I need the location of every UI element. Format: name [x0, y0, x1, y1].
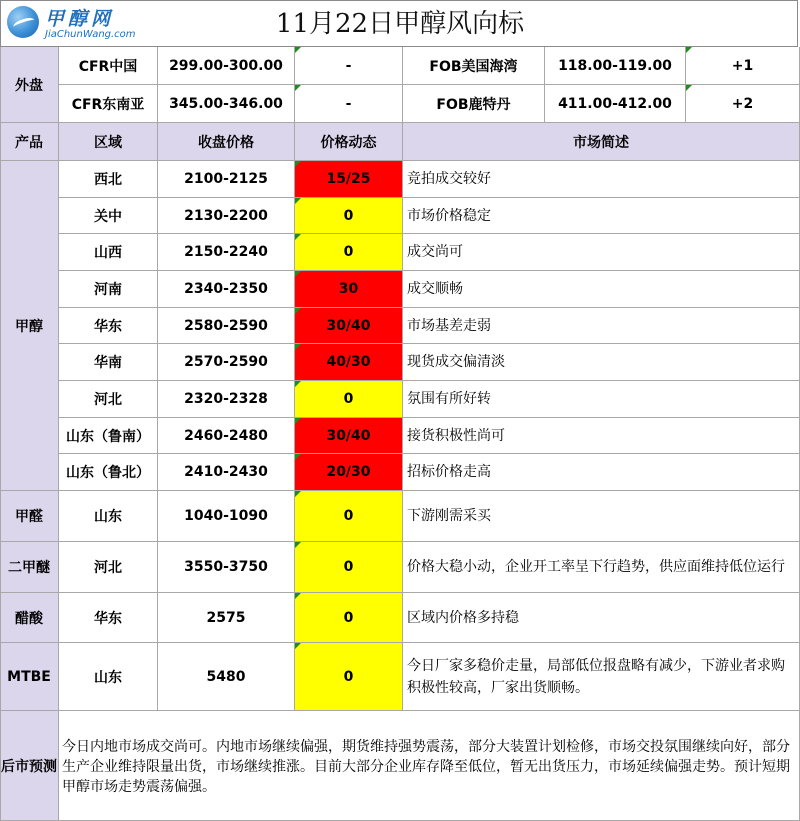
- external-change-fob-rotterdam: +2: [686, 85, 800, 123]
- methanol-close-price: 2150-2240: [158, 234, 295, 271]
- product-close-price: 3550-3750: [158, 542, 295, 593]
- methanol-price-dynamic: 0: [295, 381, 403, 418]
- product-label-methanol: 甲醇: [0, 161, 59, 491]
- methanol-market-summary: 市场价格稳定: [403, 198, 800, 234]
- methanol-market-summary: 招标价格走高: [403, 454, 800, 491]
- external-price-cfr-sea: 345.00-346.00: [158, 85, 295, 123]
- product-region: 华东: [59, 593, 158, 643]
- external-change-cfr-sea: -: [295, 85, 403, 123]
- product-close-price: 5480: [158, 643, 295, 711]
- product-market-summary: 区域内价格多持稳: [403, 593, 800, 643]
- methanol-price-dynamic: 20/30: [295, 454, 403, 491]
- product-label: 二甲醚: [0, 542, 59, 593]
- methanol-region: 华东: [59, 308, 158, 344]
- external-price-cfr-china: 299.00-300.00: [158, 47, 295, 85]
- column-header-close-price: 收盘价格: [158, 123, 295, 161]
- column-header-price-dynamic: 价格动态: [295, 123, 403, 161]
- column-header-region: 区域: [59, 123, 158, 161]
- product-label: MTBE: [0, 643, 59, 711]
- methanol-close-price: 2460-2480: [158, 418, 295, 454]
- methanol-price-dynamic: 15/25: [295, 161, 403, 198]
- product-region: 山东: [59, 643, 158, 711]
- product-label: 醋酸: [0, 593, 59, 643]
- external-name-fob-us-gulf: FOB美国海湾: [403, 47, 545, 85]
- methanol-market-summary: 现货成交偏清淡: [403, 344, 800, 381]
- logo-english-text: JiaChunWang.com: [45, 29, 136, 40]
- methanol-market-summary: 接货积极性尚可: [403, 418, 800, 454]
- methanol-region: 河南: [59, 271, 158, 308]
- methanol-market-summary: 氛围有所好转: [403, 381, 800, 418]
- product-label: 甲醛: [0, 491, 59, 542]
- methanol-region: 山东（鲁南）: [59, 418, 158, 454]
- methanol-region: 华南: [59, 344, 158, 381]
- external-name-cfr-sea: CFR东南亚: [59, 85, 158, 123]
- external-change-fob-us-gulf: +1: [686, 47, 800, 85]
- external-name-fob-rotterdam: FOB鹿特丹: [403, 85, 545, 123]
- product-price-dynamic: 0: [295, 593, 403, 643]
- methanol-close-price: 2410-2430: [158, 454, 295, 491]
- report-header: [0, 0, 798, 47]
- external-change-cfr-china: -: [295, 47, 403, 85]
- methanol-region: 西北: [59, 161, 158, 198]
- methanol-price-dynamic: 30/40: [295, 418, 403, 454]
- product-market-summary: 今日厂家多稳价走量，局部低位报盘略有减少，下游业者求购积极性较高，厂家出货顺畅。: [403, 643, 800, 711]
- methanol-region: 山东（鲁北）: [59, 454, 158, 491]
- methanol-close-price: 2580-2590: [158, 308, 295, 344]
- product-market-summary: 价格大稳小动，企业开工率呈下行趋势，供应面维持低位运行: [403, 542, 800, 593]
- methanol-market-summary: 市场基差走弱: [403, 308, 800, 344]
- methanol-market-summary: 成交顺畅: [403, 271, 800, 308]
- methanol-close-price: 2340-2350: [158, 271, 295, 308]
- methanol-region: 山西: [59, 234, 158, 271]
- methanol-price-dynamic: 30/40: [295, 308, 403, 344]
- product-price-dynamic: 0: [295, 491, 403, 542]
- methanol-close-price: 2130-2200: [158, 198, 295, 234]
- product-close-price: 2575: [158, 593, 295, 643]
- product-region: 河北: [59, 542, 158, 593]
- methanol-close-price: 2100-2125: [158, 161, 295, 198]
- methanol-region: 河北: [59, 381, 158, 418]
- column-header-market-summary: 市场简述: [403, 123, 800, 161]
- methanol-close-price: 2320-2328: [158, 381, 295, 418]
- product-close-price: 1040-1090: [158, 491, 295, 542]
- methanol-price-dynamic: 30: [295, 271, 403, 308]
- methanol-market-summary: 成交尚可: [403, 234, 800, 271]
- page-title: 11月22日甲醇风向标: [275, 9, 525, 39]
- external-price-fob-rotterdam: 411.00-412.00: [545, 85, 686, 123]
- product-region: 山东: [59, 491, 158, 542]
- forecast-label: 后市预测: [0, 711, 59, 821]
- logo-chinese-text: 甲醇网: [45, 8, 115, 30]
- external-price-fob-us-gulf: 118.00-119.00: [545, 47, 686, 85]
- methanol-market-summary: 竞拍成交较好: [403, 161, 800, 198]
- methanol-price-dynamic: 0: [295, 198, 403, 234]
- product-market-summary: 下游刚需采买: [403, 491, 800, 542]
- external-market-label: 外盘: [0, 47, 59, 123]
- methanol-price-dynamic: 0: [295, 234, 403, 271]
- external-name-cfr-china: CFR中国: [59, 47, 158, 85]
- methanol-region: 关中: [59, 198, 158, 234]
- column-header-product: 产品: [0, 123, 59, 161]
- methanol-price-dynamic: 40/30: [295, 344, 403, 381]
- methanol-close-price: 2570-2590: [158, 344, 295, 381]
- forecast-text: 今日内地市场成交尚可。内地市场继续偏强，期货维持强势震荡，部分大装置计划检修，市场交投氛围继续向好，部分生产企业维持限量出货，市场继续推涨。目前大部分企业库存降至低位，暂无出货压力，市场延续偏强走势。预计短期甲醇市场走势震荡偏强。: [59, 711, 800, 821]
- product-price-dynamic: 0: [295, 542, 403, 593]
- product-price-dynamic: 0: [295, 643, 403, 711]
